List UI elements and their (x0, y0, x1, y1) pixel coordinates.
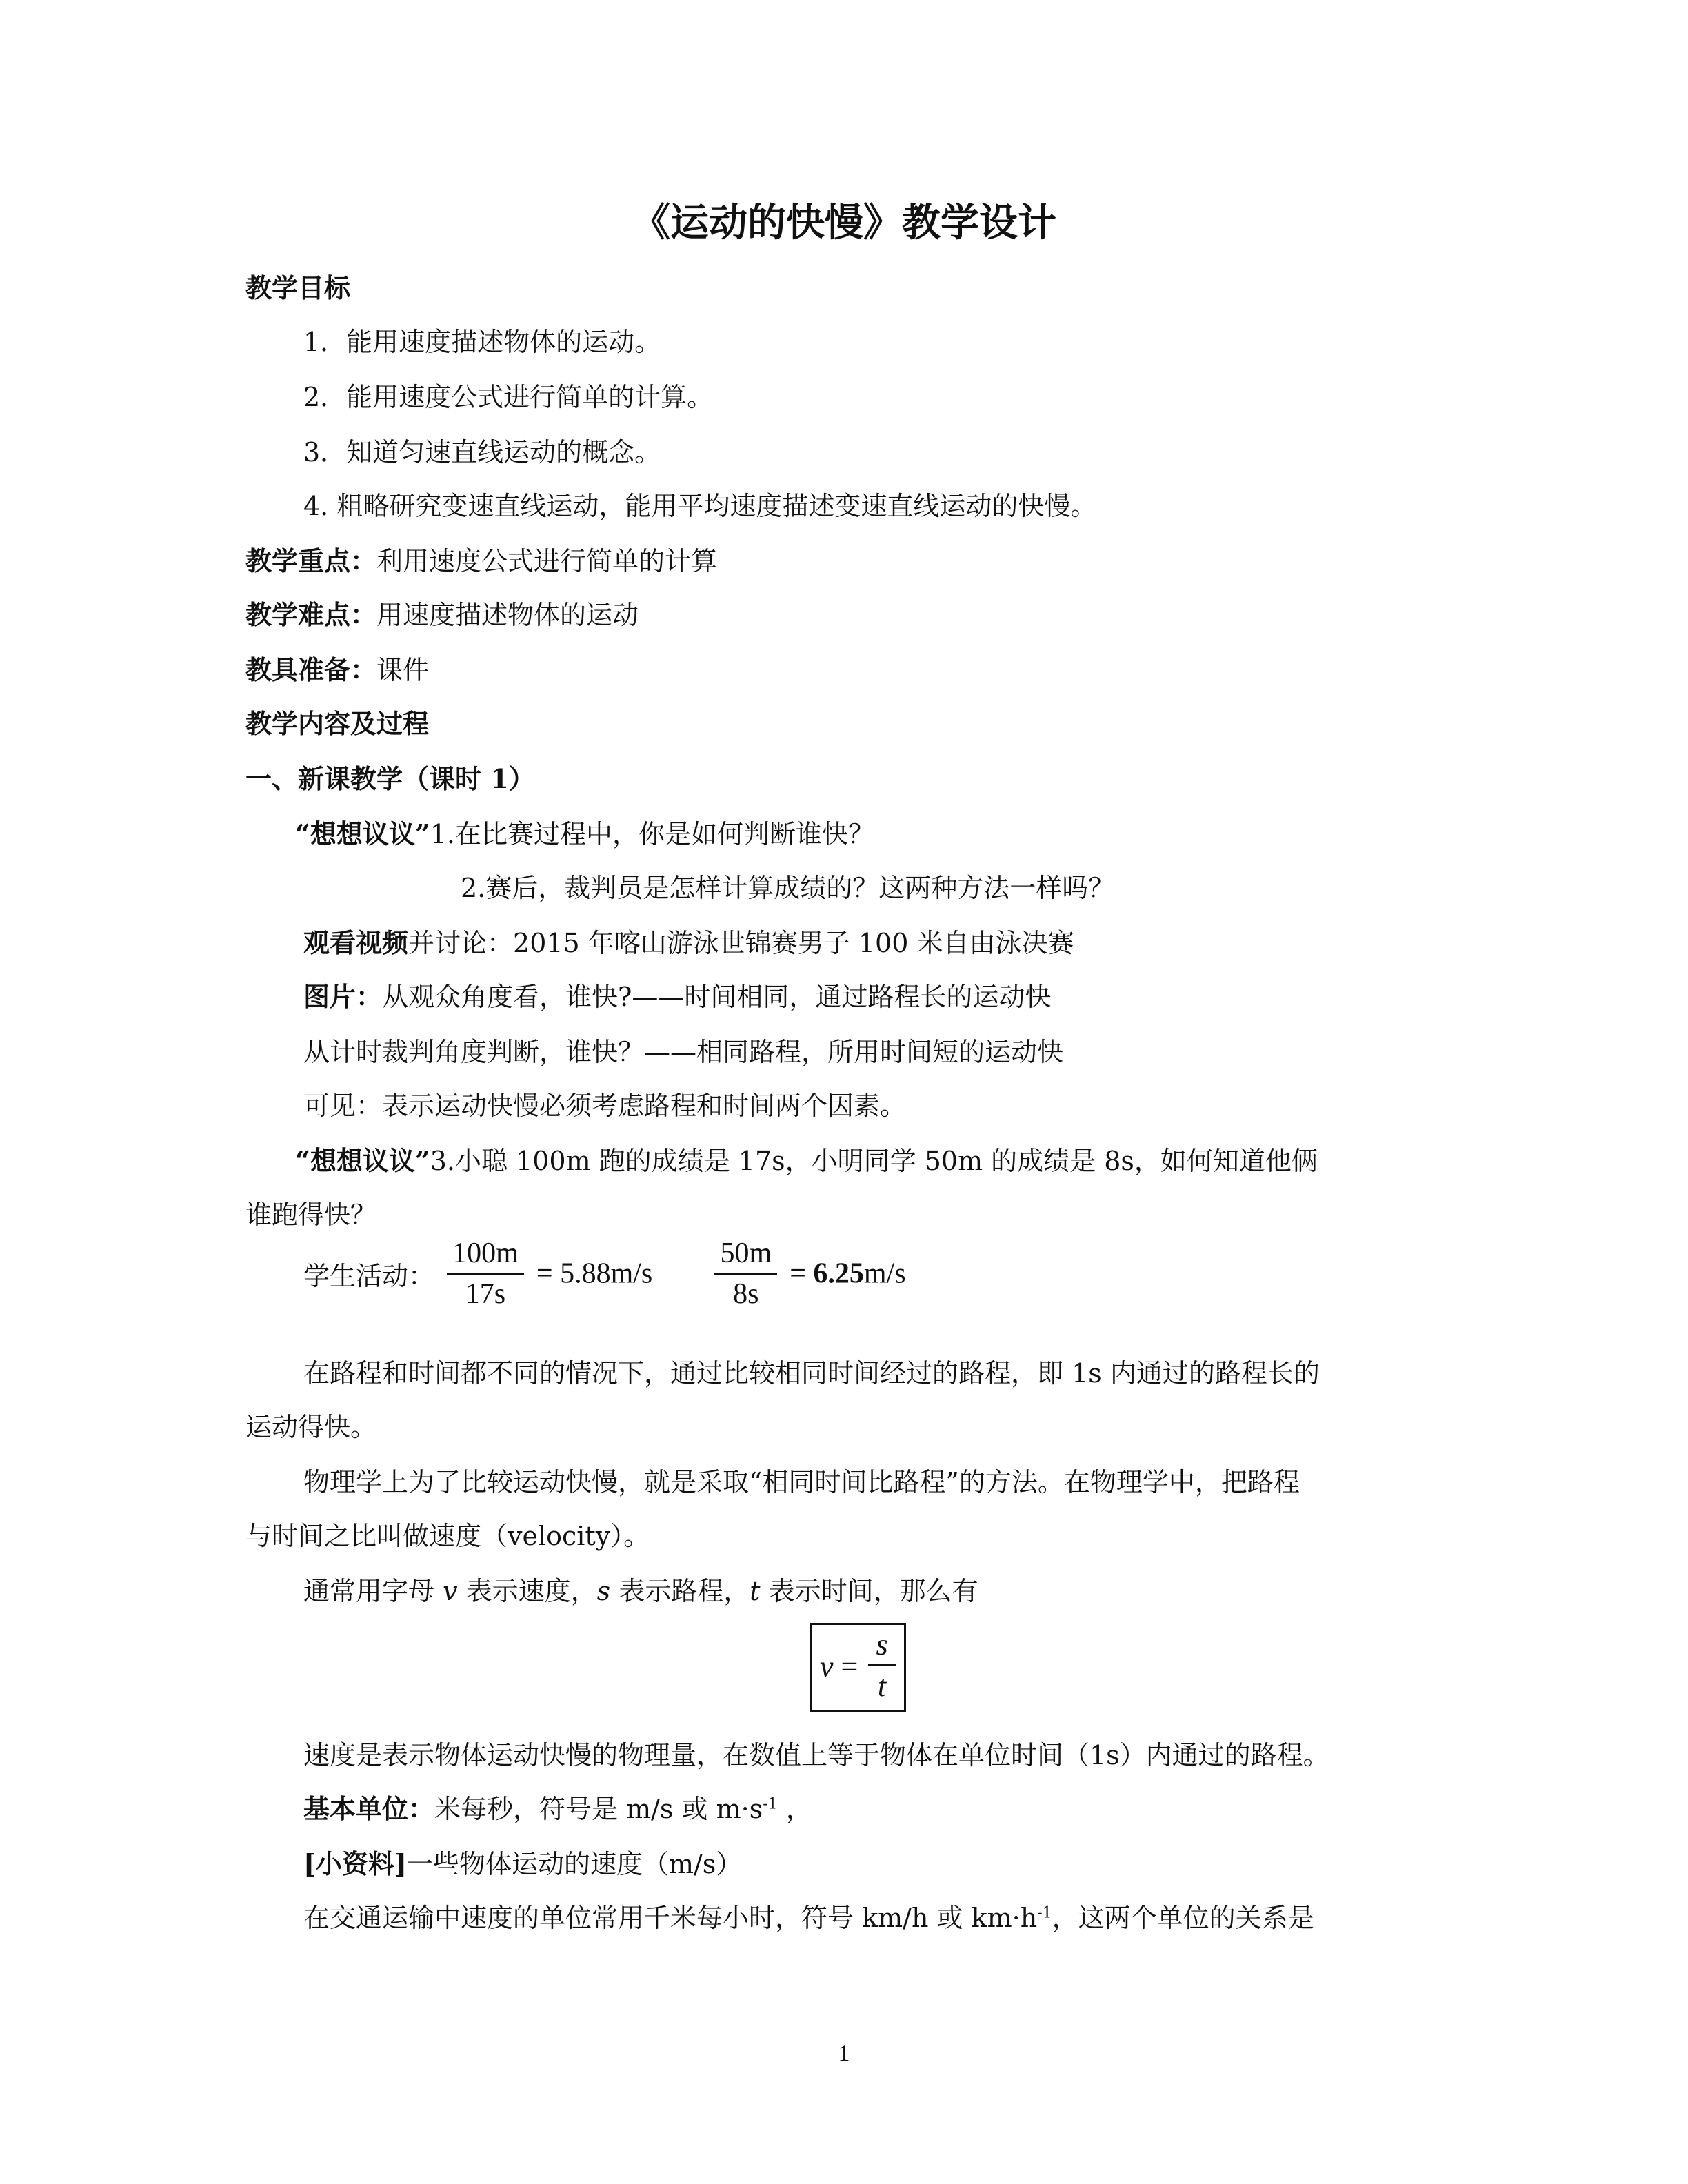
calc2-result-value: 6.25 (813, 1257, 864, 1290)
calc1-fraction (447, 1234, 524, 1313)
traffic-superscript: -1 (1037, 1904, 1052, 1922)
process-heading: 教学内容及过程 (245, 708, 430, 739)
paragraph-1-line-1: 在路程和时间都不同的情况下，通过比较相同时间经过的路程，即 1s 内通过的路程长的 (303, 1358, 1320, 1388)
calc2-result-unit: m/s (863, 1257, 906, 1290)
section-heading: 一、新课教学（课时 1） (245, 763, 535, 794)
info-label: [小资料] (303, 1848, 407, 1879)
think-question-3-cont: 谁跑得快？ (245, 1200, 377, 1230)
key-point-text: 利用速度公式进行简单的计算 (376, 546, 718, 576)
video-label: 观看视频 (303, 927, 409, 958)
think3-label: “想想议议” (295, 1145, 430, 1176)
unit-label: 基本单位： (303, 1793, 435, 1824)
unit-text: 米每秒，符号是 m/s 或 m·s (434, 1794, 763, 1824)
notation-suffix: 表示时间，那么有 (760, 1576, 978, 1606)
conclusion-line: 可见：表示运动快慢必须考虑路程和时间两个因素。 (303, 1091, 907, 1121)
paragraph-1-line-2: 运动得快。 (245, 1412, 377, 1442)
materials (245, 654, 429, 687)
objective-3: 3．知道匀速直线运动的概念。 (303, 437, 661, 467)
difficulty (245, 598, 639, 631)
picture-line (303, 980, 1051, 1013)
page-title: 《运动的快慢》教学设计 (632, 200, 1056, 245)
calc1-denominator: 17s (465, 1278, 506, 1310)
symbol-v: v (443, 1576, 458, 1606)
speed-definition: 速度是表示物体运动快慢的物理量，在数值上等于物体在单位时间（1s）内通过的路程。 (303, 1740, 1329, 1770)
key-point (245, 545, 717, 578)
think-question-2: 2.赛后，裁判员是怎样计算成绩的？这两种方法一样吗？ (461, 873, 1115, 903)
formula-numerator: s (868, 1626, 896, 1666)
notation-mid2: 表示路程， (610, 1576, 750, 1606)
page-number: 1 (838, 2041, 850, 2066)
video-text: 并讨论：2015 年喀山游泳世锦赛男子 100 米自由泳决赛 (408, 928, 1074, 958)
calc1-numerator: 100m (447, 1234, 524, 1275)
think-question-3 (295, 1144, 1318, 1177)
info-line (303, 1848, 742, 1881)
picture-text: 从观众角度看，谁快?——时间相同，通过路程长的运动快 (382, 982, 1052, 1012)
student-activity: 学生活动： $\frac{100m}{17s}$ = 5.88m/s $\frac{50m}{8s}$ = 6.25m/s (303, 1234, 906, 1313)
unit-line (303, 1792, 812, 1826)
notation-mid1: 表示速度， (457, 1576, 597, 1606)
info-text: 一些物体运动的速度（m/s） (406, 1849, 743, 1879)
calc1-result: 5.88m/s (560, 1257, 653, 1290)
notation-prefix: 通常用字母 (303, 1576, 443, 1606)
objectives-heading: 教学目标 (245, 272, 351, 303)
video-line (303, 927, 1074, 960)
materials-label: 教具准备： (245, 654, 377, 685)
key-point-label: 教学重点： (245, 545, 377, 576)
referee-line: 从计时裁判角度判断，谁快？——相同路程，所用时间短的运动快 (303, 1037, 1064, 1067)
unit-superscript: -1 (763, 1795, 778, 1813)
formula-fraction (868, 1626, 896, 1707)
calc2-numerator: 50m (714, 1234, 777, 1275)
objective-2: 2．能用速度公式进行简单的计算。 (303, 382, 714, 412)
calc2-fraction (714, 1234, 777, 1313)
materials-text: 课件 (376, 655, 430, 685)
objective-1: 1．能用速度描述物体的运动。 (303, 327, 661, 357)
difficulty-label: 教学难点： (245, 599, 377, 630)
formula-lhs: v (820, 1650, 834, 1684)
think-question-1 (295, 818, 874, 851)
traffic-text: 在交通运输中速度的单位常用千米每小时，符号 km/h 或 km·h (303, 1903, 1038, 1933)
notation-line (303, 1575, 978, 1608)
traffic-line (303, 1901, 1314, 1934)
symbol-s: s (596, 1576, 611, 1606)
speed-formula-box: v = $\frac{s}{t}$ (810, 1623, 906, 1712)
picture-label: 图片： (303, 981, 383, 1012)
traffic-tail: ，这两个单位的关系是 (1052, 1903, 1314, 1933)
difficulty-text: 用速度描述物体的运动 (376, 600, 639, 630)
think3-text: 3.小聪 100m 跑的成绩是 17s，小明同学 50m 的成绩是 8s，如何知道他俩 (430, 1146, 1318, 1176)
formula-denominator: t (877, 1669, 887, 1703)
paragraph-2-line-1: 物理学上为了比较运动快慢，就是采取“相同时间比路程”的方法。在物理学中，把路程 (303, 1467, 1300, 1497)
calc2-denominator: 8s (733, 1278, 759, 1310)
objective-4: 4. 粗略研究变速直线运动，能用平均速度描述变速直线运动的快慢。 (303, 491, 1097, 521)
think1-q1: 1.在比赛过程中，你是如何判断谁快？ (430, 819, 874, 849)
paragraph-2-line-2: 与时间之比叫做速度（velocity）。 (245, 1521, 650, 1551)
unit-tail: ， (777, 1794, 812, 1824)
symbol-t: t (750, 1576, 761, 1606)
think1-label: “想想议议” (295, 818, 430, 849)
activity-label: 学生活动： (303, 1261, 435, 1291)
